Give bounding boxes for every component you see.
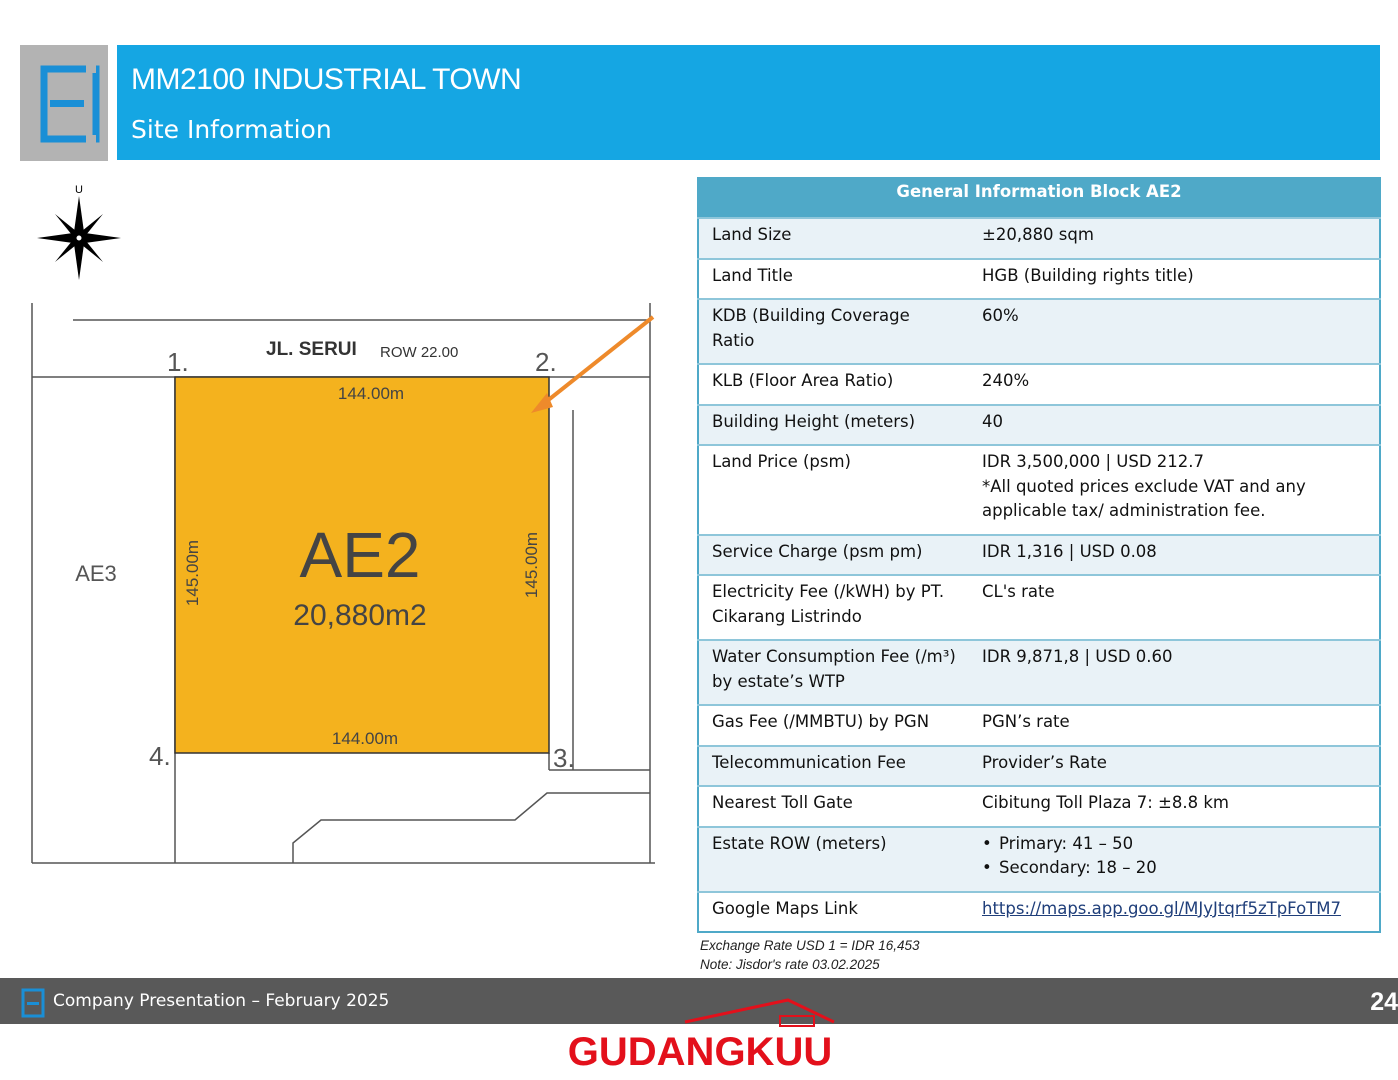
row-label: Nearest Toll Gate xyxy=(698,786,969,827)
page-subtitle: Site Information xyxy=(131,115,332,144)
watermark-text: GUDANGKUU xyxy=(567,1030,833,1074)
row-label: Building Height (meters) xyxy=(698,405,969,446)
footer-text: Company Presentation – February 2025 xyxy=(53,991,390,1011)
row-value: 60% xyxy=(969,299,1380,364)
corner-1-label: 1. xyxy=(167,347,189,377)
corner-2-label: 2. xyxy=(535,347,557,377)
block-area-label: 20,880m2 xyxy=(293,599,427,632)
table-row xyxy=(698,640,1380,705)
company-logo xyxy=(20,45,108,161)
bottom-dimension-label: 144.00m xyxy=(331,729,399,748)
row-label: Land Size xyxy=(698,218,969,259)
row-value xyxy=(969,445,1380,535)
page-title: MM2100 INDUSTRIAL TOWN xyxy=(131,63,522,96)
rate-source-text: Note: Jisdor's rate 03.02.2025 xyxy=(700,957,880,972)
table-row xyxy=(698,892,1380,933)
row-label: Estate ROW (meters) xyxy=(698,827,969,892)
table-heading: General Information Block AE2 xyxy=(698,178,1380,218)
row-value: Cibitung Toll Plaza 7: ±8.8 km xyxy=(969,786,1380,827)
row-label: Service Charge (psm pm) xyxy=(698,535,969,576)
row-value xyxy=(969,827,1380,892)
primary-row-bullet: • Primary: 41 – 50 xyxy=(982,832,1367,857)
table-row xyxy=(698,535,1380,576)
row-label: KLB (Floor Area Ratio) xyxy=(698,364,969,405)
row-value: 40 xyxy=(969,405,1380,446)
corner-3-label: 3. xyxy=(553,743,575,773)
general-information-table xyxy=(697,177,1381,933)
road-name-label: JL. SERUI xyxy=(266,339,357,360)
table-row xyxy=(698,827,1380,892)
row-value: HGB (Building rights title) xyxy=(969,259,1380,300)
row-value: PGN’s rate xyxy=(969,705,1380,746)
table-row xyxy=(698,705,1380,746)
exchange-rate-text: Exchange Rate USD 1 = IDR 16,453 xyxy=(700,938,920,953)
footer-logo-icon xyxy=(21,988,45,1018)
land-price-note: *All quoted prices exclude VAT and any applicable tax/ administration fee. xyxy=(982,476,1306,520)
neighbor-block-label: AE3 xyxy=(75,561,117,586)
table-row xyxy=(698,259,1380,300)
google-maps-link[interactable]: https://maps.app.goo.gl/MJyJtqrf5zTpFoTM7 xyxy=(982,898,1341,918)
row-label: Telecommunication Fee xyxy=(698,746,969,787)
table-row xyxy=(698,364,1380,405)
page-number: 24 xyxy=(1370,988,1398,1016)
row-label: KDB (Building Coverage Ratio xyxy=(698,299,969,364)
right-dimension-label: 145.00m xyxy=(522,531,541,599)
table-row xyxy=(698,445,1380,535)
table-row xyxy=(698,786,1380,827)
row-value: 240% xyxy=(969,364,1380,405)
site-plan xyxy=(25,295,665,875)
row-label: Electricity Fee (/kWH) by PT. Cikarang Listrindo xyxy=(698,575,969,640)
compass-rose-icon xyxy=(30,182,130,287)
row-label: Land Title xyxy=(698,259,969,300)
table-row xyxy=(698,405,1380,446)
left-dimension-label: 145.00m xyxy=(183,539,202,607)
header-bar xyxy=(117,45,1380,160)
row-label: Google Maps Link xyxy=(698,892,969,933)
row-value: IDR 1,316 | USD 0.08 xyxy=(969,535,1380,576)
row-label: Gas Fee (/MMBTU) by PGN xyxy=(698,705,969,746)
table-row xyxy=(698,575,1380,640)
road-row-label: ROW 22.00 xyxy=(380,344,459,361)
row-value: Provider’s Rate xyxy=(969,746,1380,787)
logo-icon xyxy=(20,45,108,161)
table-row xyxy=(698,299,1380,364)
row-value: ±20,880 sqm xyxy=(969,218,1380,259)
row-label: Land Price (psm) xyxy=(698,445,969,535)
row-value xyxy=(969,892,1380,933)
exchange-rate-note xyxy=(700,936,920,974)
land-price-value: IDR 3,500,000 | USD 212.7 xyxy=(982,452,1205,471)
row-label: Water Consumption Fee (/m³) by estate’s WTP xyxy=(698,640,969,705)
block-label: AE2 xyxy=(299,519,421,591)
corner-4-label: 4. xyxy=(149,741,171,771)
table-row xyxy=(698,218,1380,259)
compass-north-label: U xyxy=(75,184,83,196)
row-value: IDR 9,871,8 | USD 0.60 xyxy=(969,640,1380,705)
table-row xyxy=(698,746,1380,787)
row-value: CL's rate xyxy=(969,575,1380,640)
secondary-row-bullet: • Secondary: 18 – 20 xyxy=(982,856,1367,881)
top-dimension-label: 144.00m xyxy=(337,384,405,403)
